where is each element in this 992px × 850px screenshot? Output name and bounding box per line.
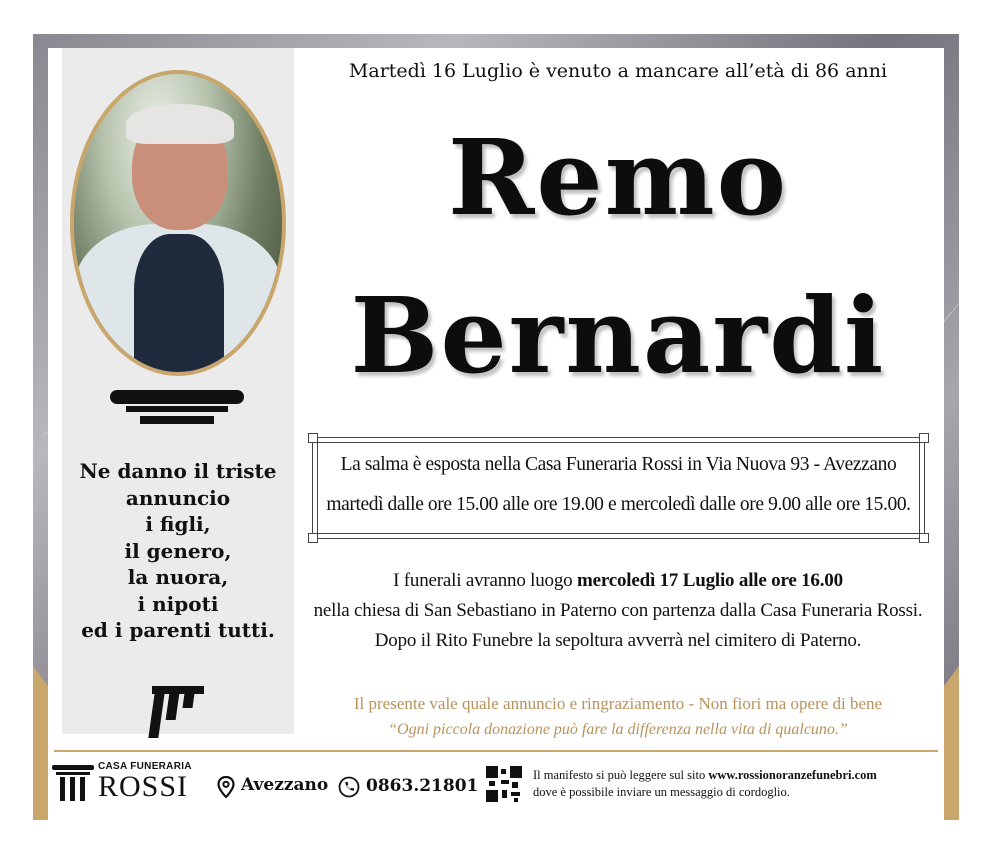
pedestal-icon: [110, 390, 244, 426]
phone-icon: [338, 776, 360, 798]
website-link[interactable]: www.rossionoranzefunebri.com: [708, 768, 877, 782]
family-line: annuncio: [125, 485, 231, 510]
funeral-home-logo: [52, 761, 202, 805]
viewing-info-box: [312, 437, 925, 539]
city-label: Avezzano: [241, 775, 329, 795]
funeral-date: mercoledì 17 Luglio alle ore 16.00: [577, 570, 843, 591]
phone-number: 0863.21801: [366, 776, 479, 796]
portrait-photo: [70, 70, 286, 376]
last-name: Bernardi: [350, 274, 886, 397]
rossi-mark-icon: [150, 686, 206, 738]
footer-divider: [54, 750, 938, 752]
donation-quote: “Ogni piccola donazione può fare la differenza nella vita di qualcuno.”: [388, 721, 848, 738]
family-line: il genero,: [124, 538, 232, 563]
qr-code-icon: [486, 766, 522, 802]
family-line: i figli,: [145, 512, 211, 536]
family-line: la nuora,: [127, 565, 229, 589]
family-announcement: [62, 458, 294, 644]
thanks-notice: Il presente vale quale annuncio e ringraziamento - Non fiori ma opere di bene: [353, 694, 883, 713]
funeral-details: [300, 566, 936, 656]
temple-icon: [52, 765, 94, 803]
gold-trim-left: [33, 666, 48, 686]
viewing-line-1: La salma è esposta nella Casa Funeraria Rossi in Via Nuova 93 - Avezzano: [340, 454, 897, 475]
funeral-line-2: nella chiesa di San Sebastiano in Paterno con partenza dalla Casa Funeraria Rossi.: [313, 600, 923, 621]
first-name: Remo: [447, 116, 788, 239]
site-prefix: Il manifesto si può leggere sul sito: [533, 768, 709, 782]
gold-trim-right: [944, 666, 959, 686]
funeral-line-1: I funerali avranno luogo: [393, 570, 578, 591]
family-line: ed i parenti tutti.: [81, 618, 275, 642]
death-intro: Martedì 16 Luglio è venuto a mancare all’età di 86 anni: [348, 60, 888, 82]
funeral-line-3: Dopo il Rito Funebre la sepoltura avverrà nel cimitero di Paterno.: [374, 630, 862, 651]
logo-title: ROSSI: [98, 770, 189, 803]
family-line: Ne danno il triste: [79, 459, 277, 483]
location-pin-icon: [217, 776, 235, 798]
family-line: i nipoti: [137, 591, 219, 616]
logo-subtitle: CASA FUNERARIA: [98, 761, 192, 772]
website-info: [533, 767, 877, 801]
viewing-line-2: martedì dalle ore 15.00 alle ore 19.00 e mercoledì dalle ore 9.00 alle ore 15.00.: [326, 494, 911, 515]
site-line-2: dove è possibile inviare un messaggio di cordoglio.: [533, 785, 790, 799]
